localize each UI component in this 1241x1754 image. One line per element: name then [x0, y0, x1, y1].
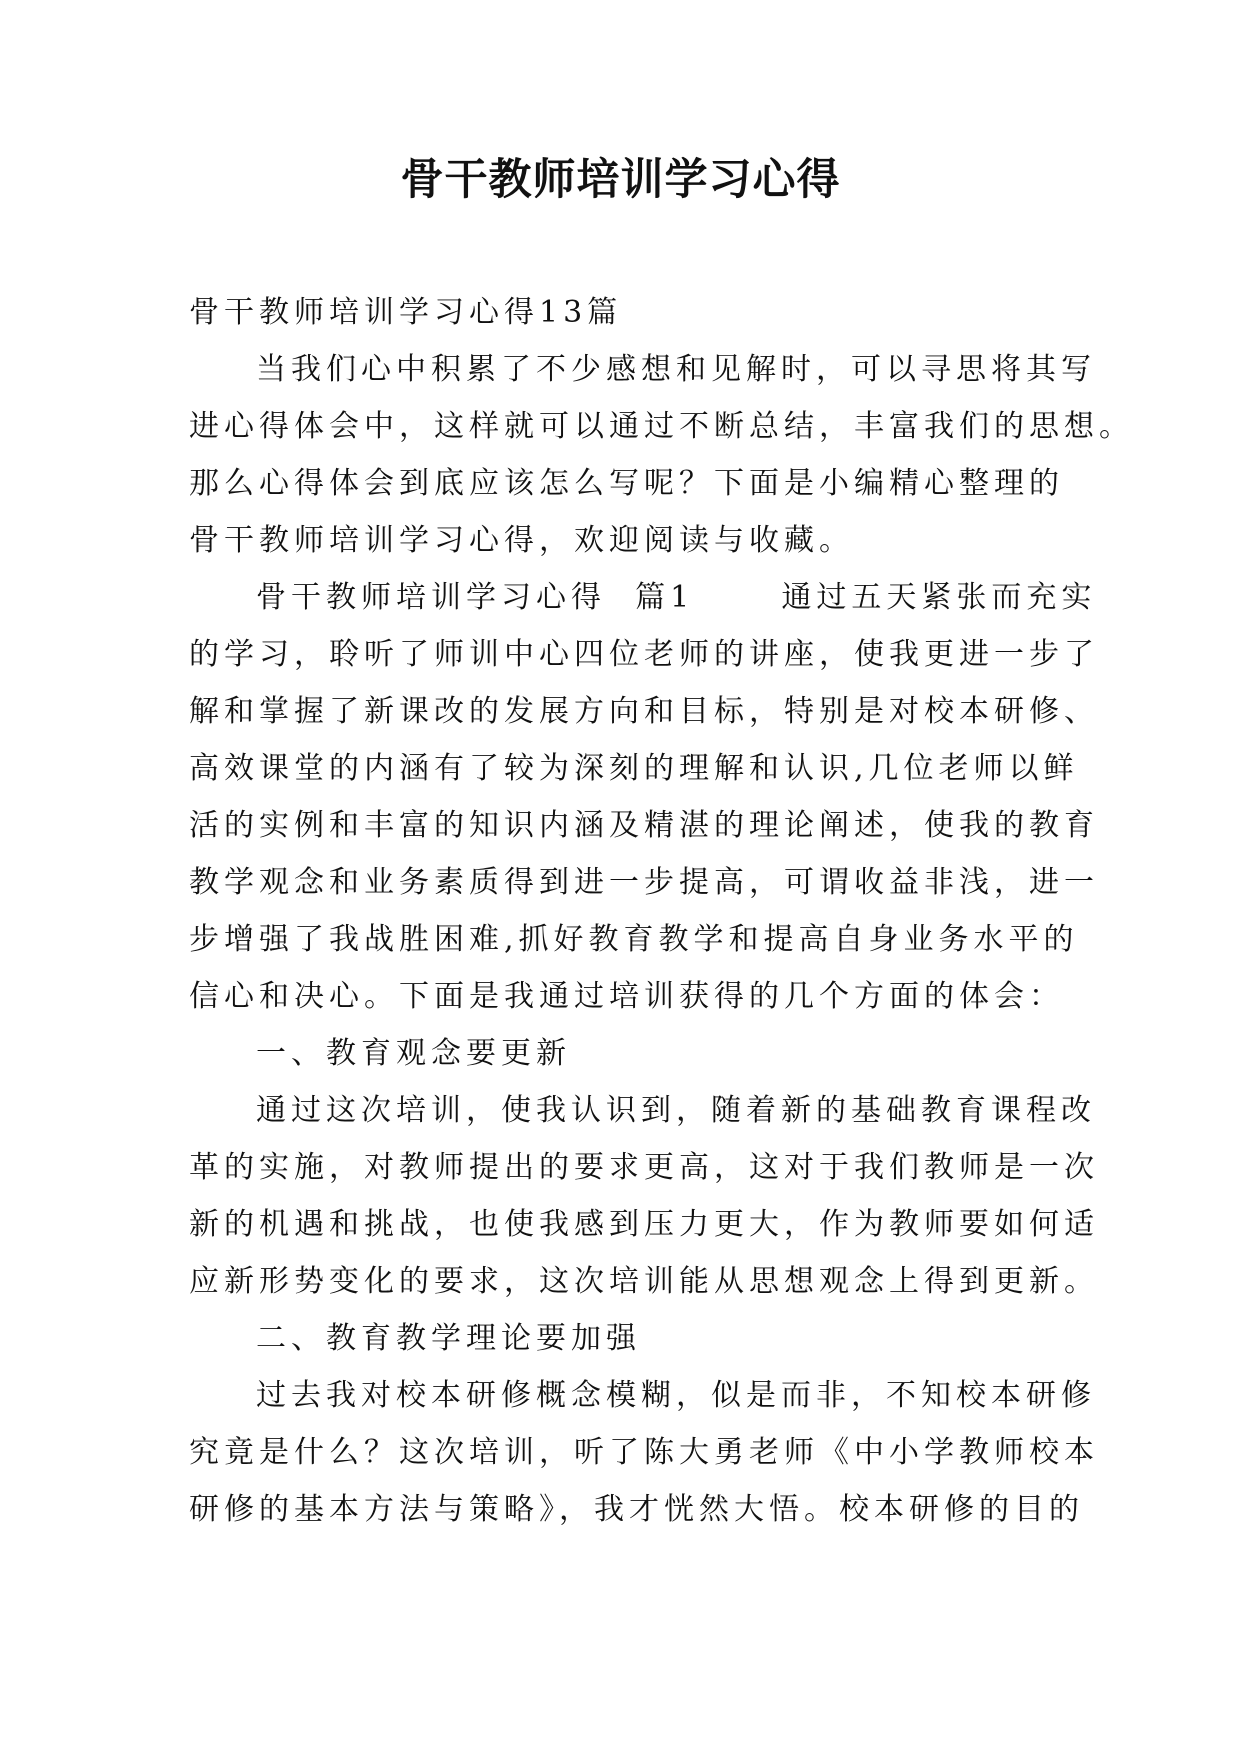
- document-title: 骨干教师培训学习心得: [400, 155, 841, 205]
- body-line: 的学习，聆听了师训中心四位老师的讲座，使我更进一步了: [189, 637, 1099, 672]
- body-line: 过去我对校本研修概念模糊，似是而非，不知校本研修: [256, 1378, 1096, 1413]
- document-body: [189, 284, 1134, 1538]
- body-line: 解和掌握了新课改的发展方向和目标，特别是对校本研修、: [189, 694, 1099, 729]
- body-line: 教学观念和业务素质得到进一步提高，可谓收益非浅，进一: [189, 865, 1099, 900]
- body-line: 步增强了我战胜困难,抓好教育教学和提高自身业务水平的: [189, 922, 1079, 957]
- body-line: 应新形势变化的要求，这次培训能从思想观念上得到更新。: [189, 1264, 1099, 1299]
- body-line: 革的实施，对教师提出的要求更高，这对于我们教师是一次: [189, 1150, 1099, 1185]
- body-line: 进心得体会中，这样就可以通过不断总结，丰富我们的思想。: [189, 409, 1134, 444]
- body-line: 高效课堂的内涵有了较为深刻的理解和认识,几位老师以鲜: [189, 751, 1079, 786]
- body-line: 新的机遇和挑战，也使我感到压力更大，作为教师要如何适: [189, 1207, 1099, 1242]
- body-line: 那么心得体会到底应该怎么写呢？下面是小编精心整理的: [189, 466, 1064, 501]
- body-line: 信心和决心。下面是我通过培训获得的几个方面的体会：: [189, 979, 1064, 1014]
- section-heading: 二、教育教学理论要加强: [256, 1321, 641, 1356]
- body-line: 当我们心中积累了不少感想和见解时，可以寻思将其写: [256, 352, 1096, 387]
- body-line: 骨干教师培训学习心得13篇: [189, 295, 623, 330]
- body-line: 通过这次培训，使我认识到，随着新的基础教育课程改: [256, 1093, 1096, 1128]
- body-line: 研修的基本方法与策略》，我才恍然大悟。校本研修的目的: [189, 1492, 1084, 1527]
- body-line: 活的实例和丰富的知识内涵及精湛的理论阐述，使我的教育: [189, 808, 1099, 843]
- body-line: 骨干教师培训学习心得，欢迎阅读与收藏。: [189, 523, 854, 558]
- body-line: 骨干教师培训学习心得 篇1 通过五天紧张而充实: [256, 580, 1097, 615]
- section-heading: 一、教育观念要更新: [256, 1036, 571, 1071]
- body-line: 究竟是什么？这次培训，听了陈大勇老师《中小学教师校本: [189, 1435, 1099, 1470]
